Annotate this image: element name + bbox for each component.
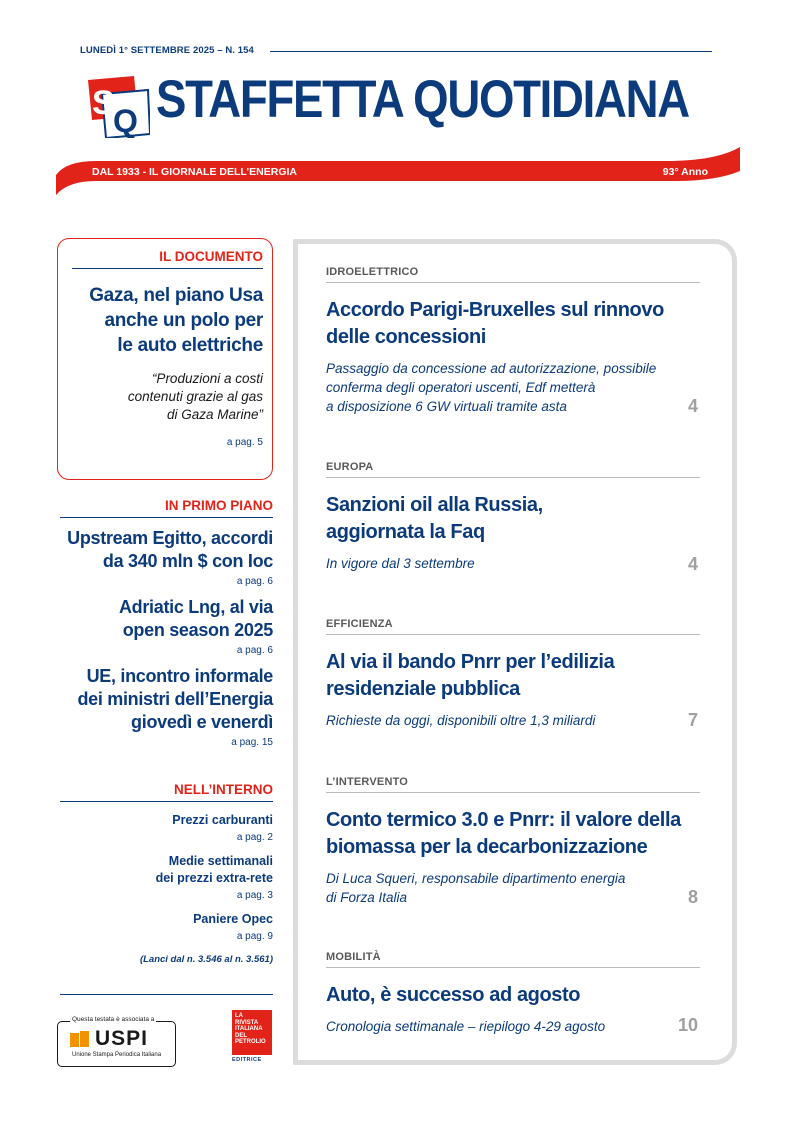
article-title[interactable]: [326, 807, 700, 861]
rivista-line: LA: [235, 1013, 243, 1019]
article-item[interactable]: [326, 618, 700, 730]
article-subtitle-line: Cronologia settimanale – riepilogo 4-29 agosto: [326, 1019, 606, 1034]
article-title[interactable]: [326, 649, 700, 703]
primo-piano-title-line: open season 2025: [122, 620, 273, 640]
rivista-logo-text: [235, 1013, 266, 1046]
article-category: L’INTERVENTO: [326, 776, 700, 793]
article-subtitle-line: conferma degli operatori uscenti, Edf metterà: [326, 380, 596, 395]
primo-piano-title-line: da 340 mln $ con Ioc: [102, 551, 273, 571]
article-subtitle: [326, 711, 676, 730]
article-category: EFFICIENZA: [326, 618, 700, 635]
article-subtitle-line: a disposizione 6 GW virtuali tramite asta: [326, 399, 567, 414]
interno-heading: NELL’INTERNO: [60, 782, 273, 802]
documento-quote-line: “Produzioni a costi: [151, 371, 263, 386]
primo-piano-title: [60, 527, 273, 573]
article-item[interactable]: [326, 776, 700, 907]
dateline-rule: [270, 51, 712, 52]
article-item[interactable]: [326, 461, 700, 573]
article-category: EUROPA: [326, 461, 700, 478]
article-title[interactable]: [326, 492, 700, 546]
article-category: IDROELETTRICO: [326, 266, 700, 283]
documento-title-line: Gaza, nel piano Usa: [89, 285, 263, 306]
article-item[interactable]: [326, 266, 700, 416]
primo-piano-title-line: Upstream Egitto, accordi: [67, 528, 273, 548]
interno-item[interactable]: [60, 812, 273, 843]
rivista-editrice: EDITRICE: [232, 1057, 262, 1063]
logo-letter-q: Q: [113, 103, 138, 138]
dateline: LUNEDÌ 1° SETTEMBRE 2025 – N. 154: [80, 45, 254, 56]
primo-piano-page-ref: a pag. 6: [236, 576, 273, 587]
primo-piano-title-line: UE, incontro informale: [86, 666, 273, 686]
article-subtitle: [326, 554, 676, 573]
article-category: MOBILITÀ: [326, 951, 700, 968]
interno-page-ref: a pag. 9: [236, 931, 273, 942]
article-page-number: 4: [687, 396, 698, 416]
article-item[interactable]: [326, 951, 700, 1036]
interno-title: [60, 853, 273, 887]
article-subtitle: [326, 359, 676, 416]
article-title[interactable]: [326, 297, 700, 351]
rivista-line: RIVISTA: [235, 1019, 259, 1026]
documento-title-line: le auto elettriche: [117, 335, 263, 356]
documento-title-line: anche un polo per: [104, 310, 263, 331]
article-subtitle-line: Di Luca Squeri, responsabile dipartimento energia: [326, 871, 626, 886]
uspi-mark-icon: [70, 1031, 91, 1049]
primo-piano-title: [60, 596, 273, 642]
documento-title[interactable]: [72, 283, 263, 358]
documento-page-ref: a pag. 5: [226, 437, 263, 448]
interno-page-ref: a pag. 3: [236, 890, 273, 901]
logo-letter-s: S: [92, 84, 115, 122]
article-title-line: aggiornata la Faq: [326, 521, 485, 543]
primo-piano-page-ref: a pag. 15: [231, 737, 273, 748]
article-page-number: 7: [687, 710, 698, 730]
primo-piano-title-line: giovedì e venerdì: [131, 712, 273, 732]
left-column-bottom-rule: [60, 994, 273, 995]
lanci-range: (Lanci dal n. 3.546 al n. 3.561): [139, 954, 273, 965]
banner-tagline: DAL 1933 - IL GIORNALE DELL’ENERGIA: [92, 166, 297, 178]
uspi-caption: Questa testata è associata a: [72, 1016, 155, 1023]
article-title-line: residenziale pubblica: [326, 678, 520, 700]
article-title[interactable]: [326, 982, 700, 1009]
primo-piano-section: [60, 498, 273, 748]
article-title-line: Conto termico 3.0 e Pnrr: il valore della: [326, 809, 681, 831]
interno-item[interactable]: [60, 853, 273, 901]
sq-logo: [80, 76, 150, 138]
article-page-number: 8: [687, 887, 698, 907]
article-subtitle: [326, 869, 676, 907]
documento-quote: [72, 370, 263, 424]
article-page-number: 10: [677, 1015, 698, 1035]
rivista-line: DEL: [235, 1032, 247, 1039]
primo-piano-title: [60, 665, 273, 734]
interno-section: [60, 782, 273, 965]
interno-title-line: dei prezzi extra-rete: [155, 871, 273, 885]
interno-item[interactable]: [60, 911, 273, 942]
primo-piano-title-line: Adriatic Lng, al via: [118, 597, 273, 617]
primo-piano-item[interactable]: [60, 665, 273, 748]
article-title-line: Accordo Parigi-Bruxelles sul rinnovo: [326, 299, 664, 321]
masthead-title: STAFFETTA QUOTIDIANA: [156, 70, 689, 129]
article-page-number: 4: [687, 554, 698, 574]
article-title-line: delle concessioni: [326, 326, 486, 348]
article-subtitle-line: di Forza Italia: [326, 890, 408, 905]
documento-box[interactable]: [57, 238, 273, 480]
article-subtitle-line: Passaggio da concessione ad autorizzazione, possibile: [326, 361, 657, 376]
primo-piano-item[interactable]: [60, 527, 273, 587]
article-title-line: Auto, è successo ad agosto: [326, 984, 581, 1006]
primo-piano-item[interactable]: [60, 596, 273, 656]
rivista-line: PETROLIO: [235, 1039, 266, 1045]
documento-heading: IL DOCUMENTO: [72, 249, 263, 269]
interno-title: Prezzi carburanti: [172, 813, 273, 827]
article-subtitle-line: Richieste da oggi, disponibili oltre 1,3 miliardi: [326, 713, 596, 728]
article-subtitle: [326, 1017, 676, 1036]
documento-quote-line: di Gaza Marine”: [166, 407, 263, 422]
primo-piano-title-line: dei ministri dell’Energia: [77, 689, 273, 709]
article-title-line: biomassa per la decarbonizzazione: [326, 836, 648, 858]
primo-piano-page-ref: a pag. 6: [236, 645, 273, 656]
uspi-subtitle: Unione Stampa Periodica Italiana: [72, 1052, 162, 1058]
article-title-line: Sanzioni oil alla Russia,: [326, 494, 543, 516]
interno-page-ref: a pag. 2: [236, 832, 273, 843]
documento-quote-line: contenuti grazie al gas: [127, 389, 263, 404]
rivista-line: ITALIANA: [235, 1026, 263, 1032]
article-title-line: Al via il bando Pnrr per l’edilizia: [326, 651, 615, 673]
banner-anno: 93° Anno: [662, 166, 708, 178]
interno-title-line: Medie settimanali: [168, 854, 273, 868]
uspi-wordmark: USPI: [95, 1027, 149, 1050]
interno-title: Paniere Opec: [193, 912, 273, 926]
article-subtitle-line: In vigore dal 3 settembre: [326, 556, 475, 571]
primo-piano-heading: IN PRIMO PIANO: [60, 498, 273, 518]
